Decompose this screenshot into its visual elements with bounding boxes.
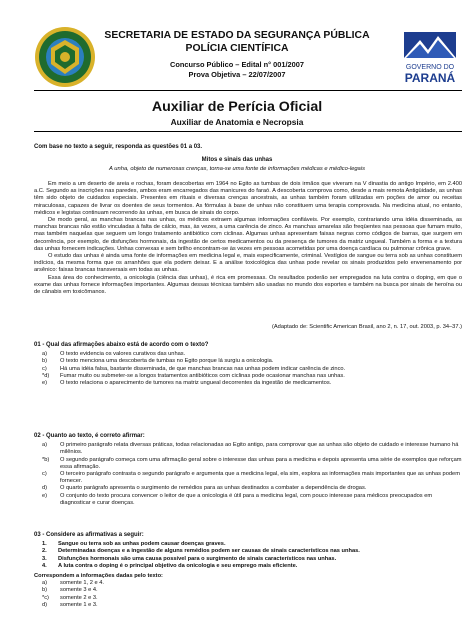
gov-logo-text-top: GOVERNO DO (405, 64, 455, 71)
statement-text: Sangue ou terra sob as unhas podem causar doenças graves. (58, 541, 226, 548)
option-label: a) (42, 351, 48, 358)
answer-option (34, 380, 462, 387)
statement-item (34, 541, 462, 548)
option-label: b) (42, 358, 48, 365)
header-divider (34, 90, 462, 91)
statement-text: A luta contra o doping é o principal objetivo da onicologia e seu emprego mais eficiente. (58, 562, 298, 569)
article-title: Mitos e sinais das unhas (201, 157, 273, 163)
option-label: a) (42, 580, 48, 587)
option-label: d) (42, 485, 48, 492)
option-text: O terceiro parágrafo contrasta o segundo parágrafo e argumenta que a medicina legal, ela sim, explora as informações mais importantes que as unhas podem fornecer. (60, 471, 460, 485)
question-01 (34, 342, 462, 387)
option-text: O texto menciona uma descoberta de tumbas no Egito porque lá surgiu a onicologia. (60, 358, 274, 365)
correspond-prompt: Correspondem a informações dadas pelo texto: (34, 573, 163, 580)
department-title: POLÍCIA CIENTÍFICA (185, 43, 289, 54)
organization-title: SECRETARIA DE ESTADO DA SEGURANÇA PÚBLICA (104, 30, 370, 41)
statement-number: 3. (42, 555, 47, 562)
answer-option (34, 351, 462, 358)
question-heading: 03 - Considere as afirmativas a seguir: (34, 532, 144, 538)
answer-option (34, 602, 462, 609)
option-text: O quarto parágrafo apresenta o surgimento de remédios para as unhas destinados a combater a dependência de drogas. (60, 485, 367, 492)
answer-option (34, 587, 462, 594)
article-subtitle: A unha, objeto de numerosas crenças, torna-se uma fonte de informações médicas e médico-legais (109, 166, 365, 172)
option-text: O primeiro parágrafo relata diversas práticas, todas relacionadas ao Egito antigo, para comprovar que as unhas são objeto de cuidado e interesse humano há milênios. (60, 442, 459, 456)
answer-option (34, 457, 462, 471)
option-label: e) (42, 380, 48, 387)
option-label: c) (42, 365, 47, 372)
statement-text: Disfunções hormonais são uma causa possível para o surgimento de sinais característicos nas unhas. (58, 555, 337, 562)
answer-option (34, 358, 462, 365)
option-text: O texto evidencia os valores curativos das unhas. (60, 351, 186, 358)
option-text: somente 1 e 3. (60, 601, 98, 608)
option-label: *c) (42, 594, 49, 601)
option-text: somente 1, 2 e 4. (60, 580, 104, 587)
instructions: Com base no texto a seguir, responda as questões 01 a 03. (34, 144, 203, 150)
edital-line: Concurso Público – Edital n° 001/2007 (170, 60, 304, 69)
option-text: somente 3 e 4. (60, 587, 98, 594)
answer-option (34, 580, 462, 587)
question-heading: 01 - Qual das afirmações abaixo está de acordo com o texto? (34, 342, 209, 348)
article-source: (Adaptado de: Scientific American Brasil, ano 2, n. 17, out. 2003, p. 34–37.) (271, 324, 462, 330)
option-text: somente 2 e 3. (60, 594, 98, 601)
option-text: Há uma idéia falsa, bastante disseminada, de que manchas brancas nas unhas podem indicar carência de zinco. (60, 365, 346, 372)
statement-number: 4. (42, 562, 47, 569)
statement-item (34, 556, 462, 563)
answer-option (34, 373, 462, 380)
statement-number: 1. (42, 541, 47, 548)
article-paragraph: O estudo das unhas é ainda uma fonte de informações em medicina legal e, mais especificamente, criminal. Vestígios de sangue ou terra sob as unhas constituem indícios, da mesma forma que os arranhões que ela podem deixar. E a análise toxicológica das unhas pode revelar os sinais produzidos pelo envenenamento por arsênico: faixas brancas transversais em todas as unhas. (34, 253, 462, 274)
statement-item (34, 563, 462, 570)
option-label: *d) (42, 372, 50, 379)
question-heading: 02 - Quanto ao texto, é correto afirmar: (34, 433, 145, 439)
option-text: O segundo parágrafo começa com uma afirmação geral sobre o interesse das unhas para a medicina e depois apresenta uma série de exemplos que reforçam essa afirmação. (60, 456, 462, 470)
question-02 (34, 433, 462, 507)
option-label: d) (42, 601, 48, 608)
option-label: c) (42, 471, 47, 478)
title-divider (34, 131, 462, 132)
answer-option (34, 493, 462, 507)
article-paragraph: De modo geral, as manchas brancas nas unhas, os médicos extraem algumas informações confiáveis. Por exemplo, contrariando uma idéia disseminada, as manchas brancas não estão vinculadas à falta de cálcio, mas, às vezes, a uma carência de zinco. As manchas amarelas são freqüentes nas pessoas que fumam muito, mas também naquelas que seguem um longo tratamento antibiótico com ciclinas. Algumas unhas apresentam faixas negras como códigos de barras, que surgem em decorrência, por exemplo, de disfunções hormonais, da ingestão de certos medicamentos ou da presença de tumores da matriz ungueal. Também a forma e a textura das unhas fornecem indicações. Unhas convexas e sem brilho encontram-se às vezes em pessoas acometidas por uma doença cardíaca ou pulmonar crônica grave. (34, 217, 462, 252)
answer-option (34, 485, 462, 492)
option-label: a) (42, 442, 48, 449)
statement-text: Determinadas doenças e a ingestão de alguns remédios podem ser causas de sinais característicos nas unhas. (58, 548, 360, 555)
question-03 (34, 532, 462, 609)
statement-number: 2. (42, 548, 47, 555)
article-paragraph: Essa área do conhecimento, a onicologia (ciência das unhas), é rica em promessas. Os resultados poderão ser empregados na luta contra o doping, em que o exame das unhas fornece informações importantes. Algumas dessas técnicas também são usadas no mundo dos esportes e também na busca por sinais de heroína ou de cânabis em toxicômanos. (34, 274, 462, 296)
option-text: Fumar muito ou submeter-se a longos tratamentos antibióticos com ciclinas pode ocasionar manchas nas unhas. (60, 372, 345, 379)
exam-subtitle: Auxiliar de Anatomia e Necropsia (170, 117, 304, 127)
gov-logo-text-bottom: PARANÁ (404, 71, 456, 85)
prova-date-line: Prova Objetiva – 22/07/2007 (188, 70, 286, 79)
statement-item (34, 548, 462, 555)
option-label: *b) (42, 456, 50, 463)
option-label: e) (42, 492, 48, 499)
option-text: O conjunto do texto procura convencer o leitor de que a onicologia é útil para a medicina legal, com pouco interesse para médicos preocupados em diagnosticar e curar doenças. (60, 492, 433, 506)
answer-option (34, 471, 462, 485)
exam-title: Auxiliar de Perícia Oficial (151, 99, 323, 115)
answer-option (34, 366, 462, 373)
option-label: b) (42, 587, 48, 594)
answer-option (34, 595, 462, 602)
answer-option (34, 442, 462, 456)
article-body (34, 181, 462, 296)
option-text: O texto relaciona o aparecimento de tumores na matriz ungueal decorrentes da ingestão de medicamentos. (60, 380, 332, 387)
article-paragraph: Em meio a um deserto de areia e rochas, foram descobertas em 1964 no Egito as tumbas de dois irmãos que viveram na V dinastia do antigo Império, em 2.400 a.C. Segundo as inscrições nas paredes, ambos eram encarregados das manicures do faraó. A descoberta comprova como, desde a mais remota Antigüidade, as unhas têm sido objeto de cuidados especiais. Presentes em rituais e diversas crenças ancestrais, as unhas também foram utilizadas em poções de amor ou receitas miraculosas, capazes de livrar os doentes de seus tormentos. As fórmulas à base de unhas não constituem uma terapia comprovada. Na medicina atual, no entanto, médicos e legistas continuam recorrendo às unhas, em busca de sinais do corpo. (34, 181, 462, 216)
